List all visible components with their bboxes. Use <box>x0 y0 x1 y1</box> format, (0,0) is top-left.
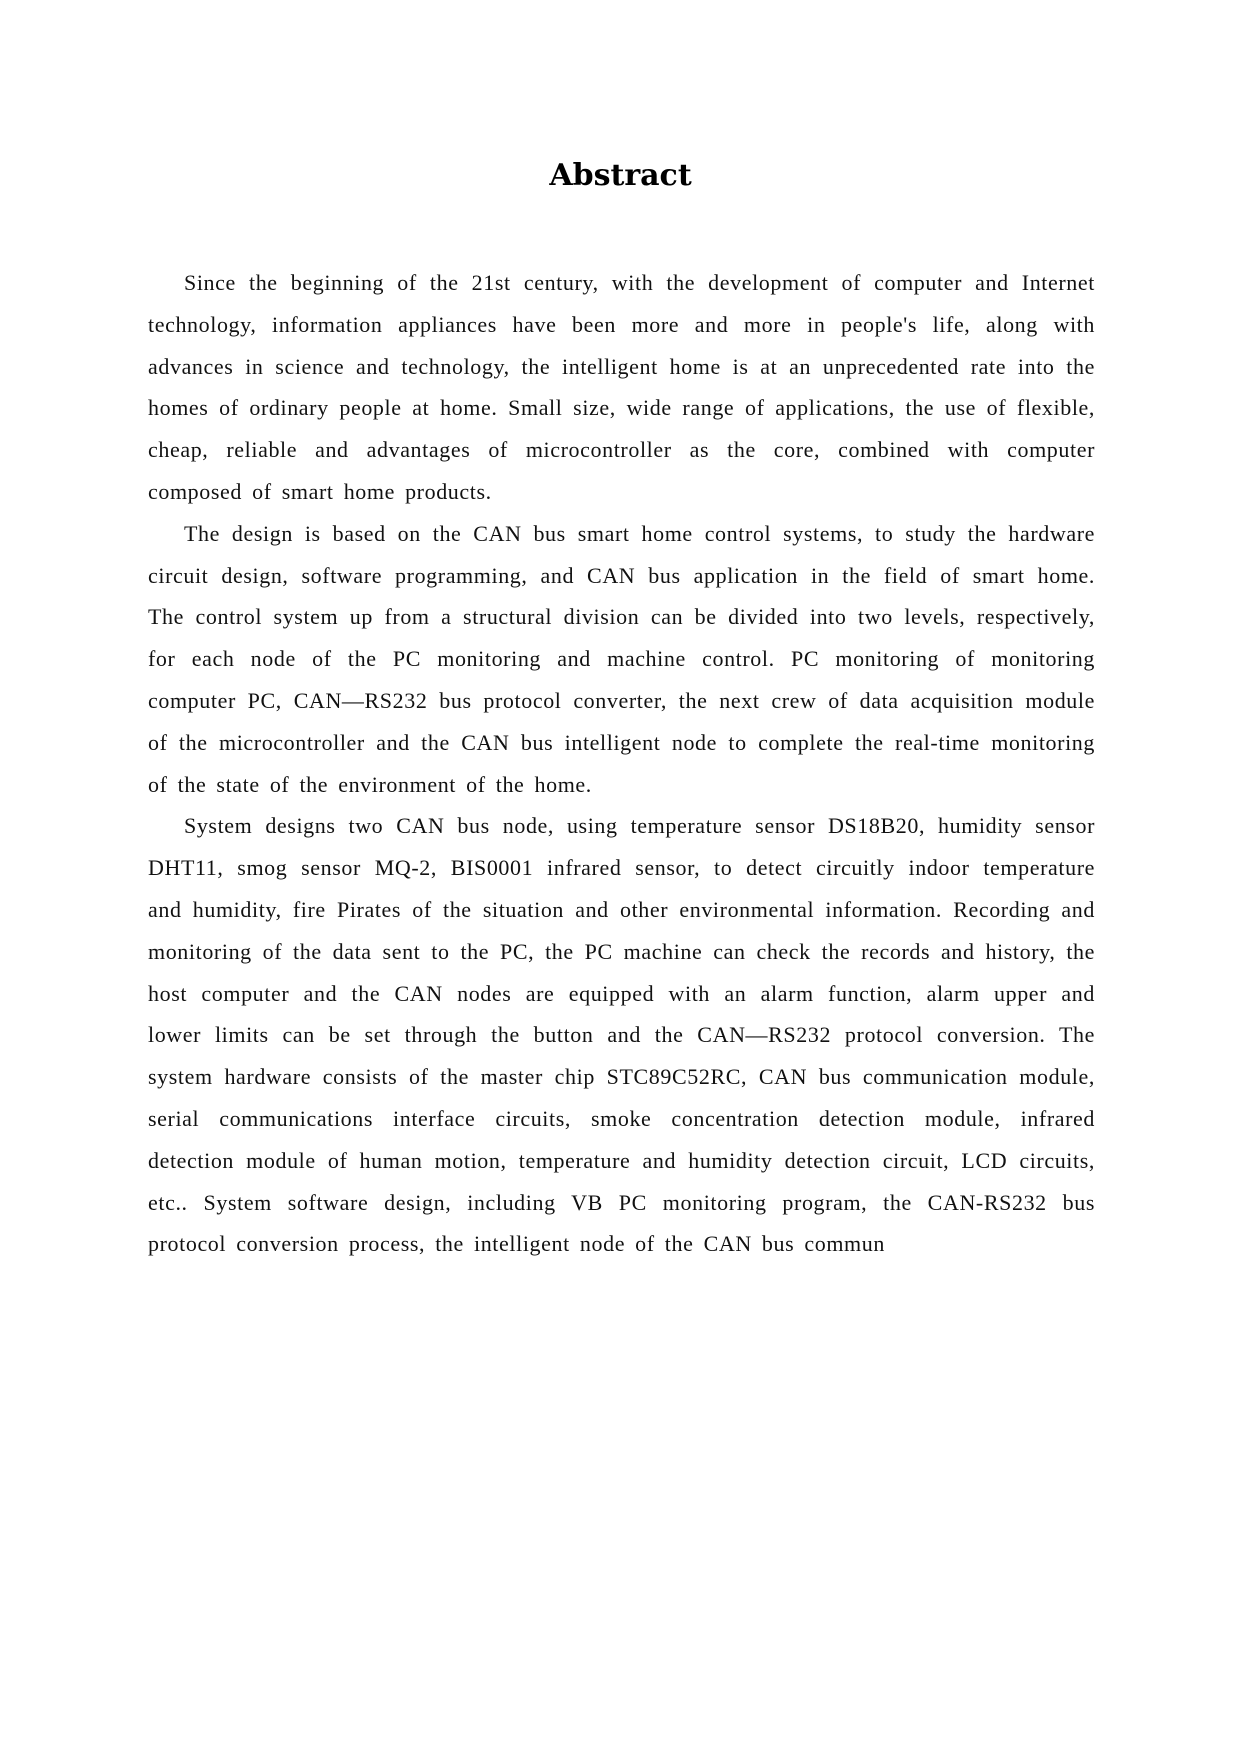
abstract-paragraph-2: The design is based on the CAN bus smart home control systems, to study the hardware circuit design, software programming, and CAN bus application in the field of smart home. The control system up from a structural division can be divided into two levels, respectively, for each node of the PC monitoring and machine control. PC monitoring of monitoring computer PC, CAN—RS232 bus protocol converter, the next crew of data acquisition module of the microcontroller and the CAN bus intelligent node to complete the real-time monitoring of the state of the environment of the home. <box>148 520 1095 797</box>
abstract-paragraph-3: System designs two CAN bus node, using temperature sensor DS18B20, humidity sensor DHT11, smog sensor MQ-2, BIS0001 infrared sensor, to detect circuitly indoor temperature and humidity, fire Pirates of the situation and other environmental information. Recording and monitoring of the data sent to the PC, the PC machine can check the records and history, the host computer and the CAN nodes are equipped with an alarm function, alarm upper and lower limits can be set through the button and the CAN—RS232 protocol conversion. The system hardware consists of the master chip STC89C52RC, CAN bus communication module, serial communications interface circuits, smoke concentration detection module, infrared detection module of human motion, temperature and humidity detection circuit, LCD circuits, etc.. System software design, including VB PC monitoring program, the CAN-RS232 bus protocol conversion process, the intelligent node of the CAN bus commun <box>148 813 1095 1257</box>
abstract-title: Abstract <box>549 158 692 193</box>
abstract-body <box>148 262 1095 1265</box>
abstract-paragraph-1: Since the beginning of the 21st century, with the development of computer and Internet technology, information appliances have been more and more in people's life, along with advances in science and technology, the intelligent home is at an unprecedented rate into the homes of ordinary people at home. Small size, wide range of applications, the use of flexible, cheap, reliable and advantages of microcontroller as the core, combined with computer composed of smart home products. <box>148 270 1095 504</box>
